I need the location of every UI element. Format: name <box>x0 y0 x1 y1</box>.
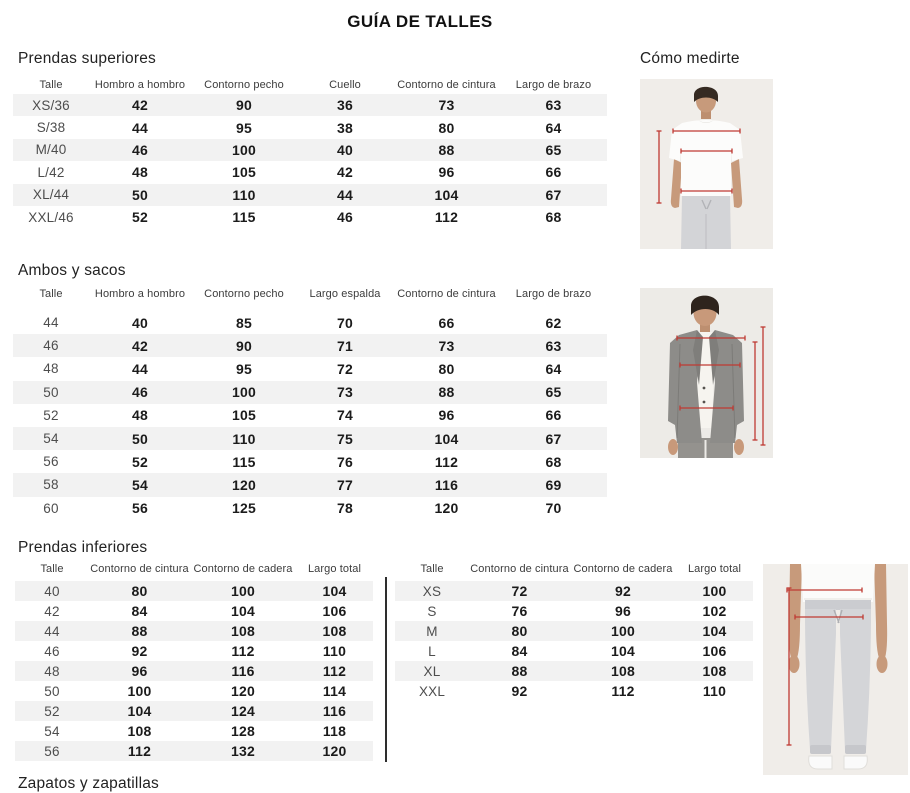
table-row <box>15 601 373 621</box>
measure-cell: 106 <box>702 643 727 660</box>
measure-cell: 110 <box>232 430 256 447</box>
measure-cell: 102 <box>702 603 727 620</box>
measure-cell: 75 <box>337 430 353 447</box>
measure-cell: 84 <box>511 643 528 660</box>
measure-cell: 76 <box>337 453 353 470</box>
measure-cell: 52 <box>132 209 148 226</box>
measure-cell: 46 <box>337 209 353 226</box>
measure-cell: 46 <box>132 141 148 158</box>
size-cell: S/38 <box>36 120 66 136</box>
size-cell: 48 <box>43 361 59 377</box>
size-cell: 58 <box>43 477 59 493</box>
measure-cell: 112 <box>434 453 459 470</box>
measure-cell: 104 <box>127 703 152 720</box>
measure-cell: 100 <box>232 384 256 401</box>
measure-cell: 92 <box>615 583 631 600</box>
measure-cell: 96 <box>438 164 455 181</box>
measure-cell: 40 <box>132 314 148 331</box>
size-cell: 46 <box>43 338 59 354</box>
measure-cell: 112 <box>127 743 152 760</box>
measure-cell: 95 <box>236 119 252 136</box>
section-heading-como-medirte: Cómo medirte <box>640 50 740 67</box>
table-body <box>395 581 753 701</box>
section-heading-prendas-inferiores: Prendas inferiores <box>18 539 148 556</box>
table-row <box>15 581 373 601</box>
measure-cell: 54 <box>132 476 148 493</box>
column-header: Talle <box>40 563 64 575</box>
measure-cell: 50 <box>132 430 148 447</box>
table-row <box>15 621 373 641</box>
measure-cell: 120 <box>322 743 347 760</box>
column-header: Cuello <box>329 78 361 91</box>
column-header: Largo de brazo <box>515 287 592 300</box>
measure-cell: 76 <box>511 603 528 620</box>
measure-cell: 100 <box>232 141 256 158</box>
measure-cell: 116 <box>231 663 255 680</box>
measure-cell: 104 <box>702 623 727 640</box>
size-cell: XL <box>423 663 441 679</box>
measure-cell: 65 <box>545 384 562 401</box>
measure-cell: 115 <box>232 209 256 226</box>
column-header: Largo total <box>687 563 742 575</box>
measure-cell: 104 <box>434 430 459 447</box>
measure-cell: 74 <box>337 407 353 424</box>
column-header: Talle <box>39 78 63 91</box>
measure-cell: 125 <box>232 500 256 517</box>
measure-cell: 73 <box>337 384 353 401</box>
column-header: Contorno pecho <box>204 78 284 91</box>
measure-cell: 63 <box>545 337 562 354</box>
measure-cell: 115 <box>232 453 256 470</box>
table-row <box>13 311 607 334</box>
measure-cell: 110 <box>702 683 727 700</box>
table-row <box>13 357 607 380</box>
measure-cell: 48 <box>132 164 148 181</box>
table-body <box>13 311 607 520</box>
section-heading-zapatos: Zapatos y zapatillas <box>18 775 159 792</box>
measure-cell: 88 <box>438 141 455 158</box>
measure-cell: 106 <box>322 603 347 620</box>
measure-cell: 112 <box>611 683 635 700</box>
measure-cell: 114 <box>322 683 347 700</box>
size-cell: 44 <box>44 623 60 639</box>
measure-cell: 110 <box>232 186 256 203</box>
table-header-row <box>15 561 373 577</box>
size-cell: 60 <box>43 500 59 516</box>
table-header-row <box>395 561 753 577</box>
measure-cell: 108 <box>322 623 347 640</box>
table-row <box>13 334 607 357</box>
size-cell: 44 <box>43 315 59 331</box>
measure-cell: 66 <box>545 164 562 181</box>
size-cell: M/40 <box>35 142 67 158</box>
size-cell: 54 <box>44 723 60 739</box>
measure-cell: 120 <box>231 683 255 700</box>
column-header: Contorno de cintura <box>397 287 496 300</box>
measure-cell: 88 <box>511 663 528 680</box>
measure-cell: 96 <box>131 663 148 680</box>
measure-cell: 108 <box>611 663 635 680</box>
measure-cell: 66 <box>545 407 562 424</box>
measure-cell: 108 <box>231 623 255 640</box>
column-header: Hombro a hombro <box>94 287 186 300</box>
measure-cell: 88 <box>438 384 455 401</box>
measure-cell: 124 <box>231 703 255 720</box>
measure-cell: 80 <box>438 360 455 377</box>
size-table-inferiores-letter <box>395 561 753 701</box>
measure-cell: 96 <box>438 407 455 424</box>
size-cell: 56 <box>43 454 59 470</box>
measure-cell: 70 <box>337 314 353 331</box>
table-row <box>15 701 373 721</box>
measure-cell: 65 <box>545 141 562 158</box>
column-header: Contorno de cintura <box>397 78 496 91</box>
column-header: Contorno de cintura <box>90 563 189 575</box>
measure-cell: 104 <box>611 643 635 660</box>
measure-cell: 42 <box>337 164 353 181</box>
table-row <box>13 427 607 450</box>
measure-cell: 80 <box>131 583 148 600</box>
measure-cell: 118 <box>322 723 347 740</box>
size-cell: 46 <box>44 643 60 659</box>
measure-cell: 48 <box>132 407 148 424</box>
measure-cell: 36 <box>337 97 353 114</box>
measure-cell: 132 <box>231 743 255 760</box>
size-cell: L <box>428 643 436 659</box>
section-heading-ambos-y-sacos: Ambos y sacos <box>18 262 126 279</box>
size-cell: 40 <box>44 583 60 599</box>
size-cell: 42 <box>44 603 60 619</box>
measure-cell: 105 <box>232 407 256 424</box>
measure-cell: 68 <box>545 453 562 470</box>
measure-cell: 42 <box>132 97 148 114</box>
size-table-inferiores-numeric <box>15 561 373 761</box>
measure-cell: 128 <box>231 723 255 740</box>
measure-cell: 46 <box>132 384 148 401</box>
table-row <box>395 621 753 641</box>
size-cell: XS/36 <box>32 97 70 113</box>
measure-cell: 66 <box>438 314 455 331</box>
table-row <box>13 139 607 161</box>
column-header: Contorno pecho <box>204 287 284 300</box>
measure-cell: 110 <box>322 643 347 660</box>
measure-cell: 105 <box>232 164 256 181</box>
measure-cell: 92 <box>511 683 528 700</box>
measure-cell: 100 <box>611 623 635 640</box>
table-row <box>13 161 607 183</box>
size-cell: 54 <box>43 431 59 447</box>
measure-cell: 112 <box>434 209 459 226</box>
tables-divider <box>385 577 387 762</box>
measure-cell: 67 <box>545 186 562 203</box>
size-table-ambos-y-sacos <box>13 284 607 520</box>
size-cell: 50 <box>43 384 59 400</box>
table-row <box>13 473 607 496</box>
size-cell: 56 <box>44 743 60 759</box>
measure-cell: 64 <box>545 119 562 136</box>
size-cell: 52 <box>44 703 60 719</box>
measure-cell: 116 <box>434 476 459 493</box>
table-row <box>13 206 607 228</box>
table-body <box>15 581 373 761</box>
measure-cell: 95 <box>236 360 252 377</box>
table-row <box>13 404 607 427</box>
table-row <box>395 581 753 601</box>
table-body <box>13 94 607 228</box>
measure-cell: 44 <box>132 119 148 136</box>
table-header-row <box>13 75 607 94</box>
column-header: Talle <box>39 287 63 300</box>
column-header: Contorno de cintura <box>470 563 569 575</box>
measure-cell: 85 <box>236 314 252 331</box>
table-row <box>15 641 373 661</box>
size-cell: 50 <box>44 683 60 699</box>
measure-cell: 44 <box>132 360 148 377</box>
measure-cell: 88 <box>131 623 148 640</box>
table-row <box>395 641 753 661</box>
column-header: Hombro a hombro <box>94 78 186 91</box>
measure-cell: 104 <box>434 186 459 203</box>
size-cell: XL/44 <box>32 187 70 203</box>
table-row <box>15 661 373 681</box>
column-header: Talle <box>420 563 444 575</box>
measure-cell: 52 <box>132 453 148 470</box>
measure-cell: 92 <box>131 643 148 660</box>
measure-cell: 73 <box>438 337 455 354</box>
table-row <box>13 450 607 473</box>
measure-cell: 100 <box>702 583 727 600</box>
measure-cell: 71 <box>337 337 353 354</box>
table-row <box>395 661 753 681</box>
column-header: Largo de brazo <box>515 78 592 91</box>
measure-cell: 68 <box>545 209 562 226</box>
measure-cell: 62 <box>545 314 562 331</box>
measure-cell: 108 <box>127 723 152 740</box>
measure-cell: 112 <box>322 663 347 680</box>
measurement-photo-blazer <box>640 288 773 458</box>
table-row <box>395 601 753 621</box>
table-row <box>13 497 607 520</box>
size-cell: XXL <box>418 683 446 699</box>
measure-cell: 72 <box>337 360 353 377</box>
measure-cell: 120 <box>434 500 459 517</box>
measure-cell: 112 <box>231 643 255 660</box>
table-row <box>13 94 607 116</box>
measure-cell: 67 <box>545 430 562 447</box>
measure-cell: 38 <box>337 119 353 136</box>
table-header-row <box>13 284 607 303</box>
measure-cell: 84 <box>131 603 148 620</box>
measure-cell: 108 <box>702 663 727 680</box>
measure-cell: 80 <box>438 119 455 136</box>
table-row <box>395 681 753 701</box>
size-cell: M <box>426 623 438 639</box>
measure-cell: 72 <box>511 583 528 600</box>
measure-cell: 80 <box>511 623 528 640</box>
table-row <box>15 681 373 701</box>
measure-cell: 104 <box>231 603 255 620</box>
size-cell: 52 <box>43 407 59 423</box>
table-row <box>15 741 373 761</box>
size-cell: S <box>427 603 437 619</box>
column-header: Largo total <box>307 563 362 575</box>
measure-cell: 120 <box>232 476 256 493</box>
measure-cell: 104 <box>322 583 347 600</box>
measure-cell: 90 <box>236 337 252 354</box>
measure-cell: 69 <box>545 476 562 493</box>
size-cell: XXL/46 <box>28 209 74 225</box>
measure-cell: 90 <box>236 97 252 114</box>
table-row <box>13 116 607 138</box>
measure-cell: 42 <box>132 337 148 354</box>
page-title: GUÍA DE TALLES <box>347 12 493 31</box>
column-header: Contorno de cadera <box>573 563 673 575</box>
section-heading-prendas-superiores: Prendas superiores <box>18 50 157 67</box>
measurement-photo-pants <box>763 564 908 775</box>
column-header: Largo espalda <box>309 287 381 300</box>
size-cell: XS <box>422 583 442 599</box>
table-row <box>13 381 607 404</box>
measure-cell: 40 <box>337 141 353 158</box>
column-header: Contorno de cadera <box>193 563 293 575</box>
measure-cell: 63 <box>545 97 562 114</box>
measure-cell: 96 <box>615 603 631 620</box>
measure-cell: 100 <box>127 683 152 700</box>
measure-cell: 73 <box>438 97 455 114</box>
measure-cell: 100 <box>231 583 255 600</box>
measure-cell: 78 <box>337 500 353 517</box>
measure-cell: 56 <box>132 500 148 517</box>
measure-cell: 77 <box>337 476 353 493</box>
measure-cell: 64 <box>545 360 562 377</box>
table-row <box>15 721 373 741</box>
table-row <box>13 184 607 206</box>
measure-cell: 44 <box>337 186 353 203</box>
size-cell: 48 <box>44 663 60 679</box>
size-table-prendas-superiores <box>13 75 607 228</box>
measure-cell: 50 <box>132 186 148 203</box>
measurement-photo-tshirt <box>640 79 773 249</box>
size-cell: L/42 <box>37 164 65 180</box>
measure-cell: 116 <box>322 703 347 720</box>
measure-cell: 70 <box>545 500 562 517</box>
